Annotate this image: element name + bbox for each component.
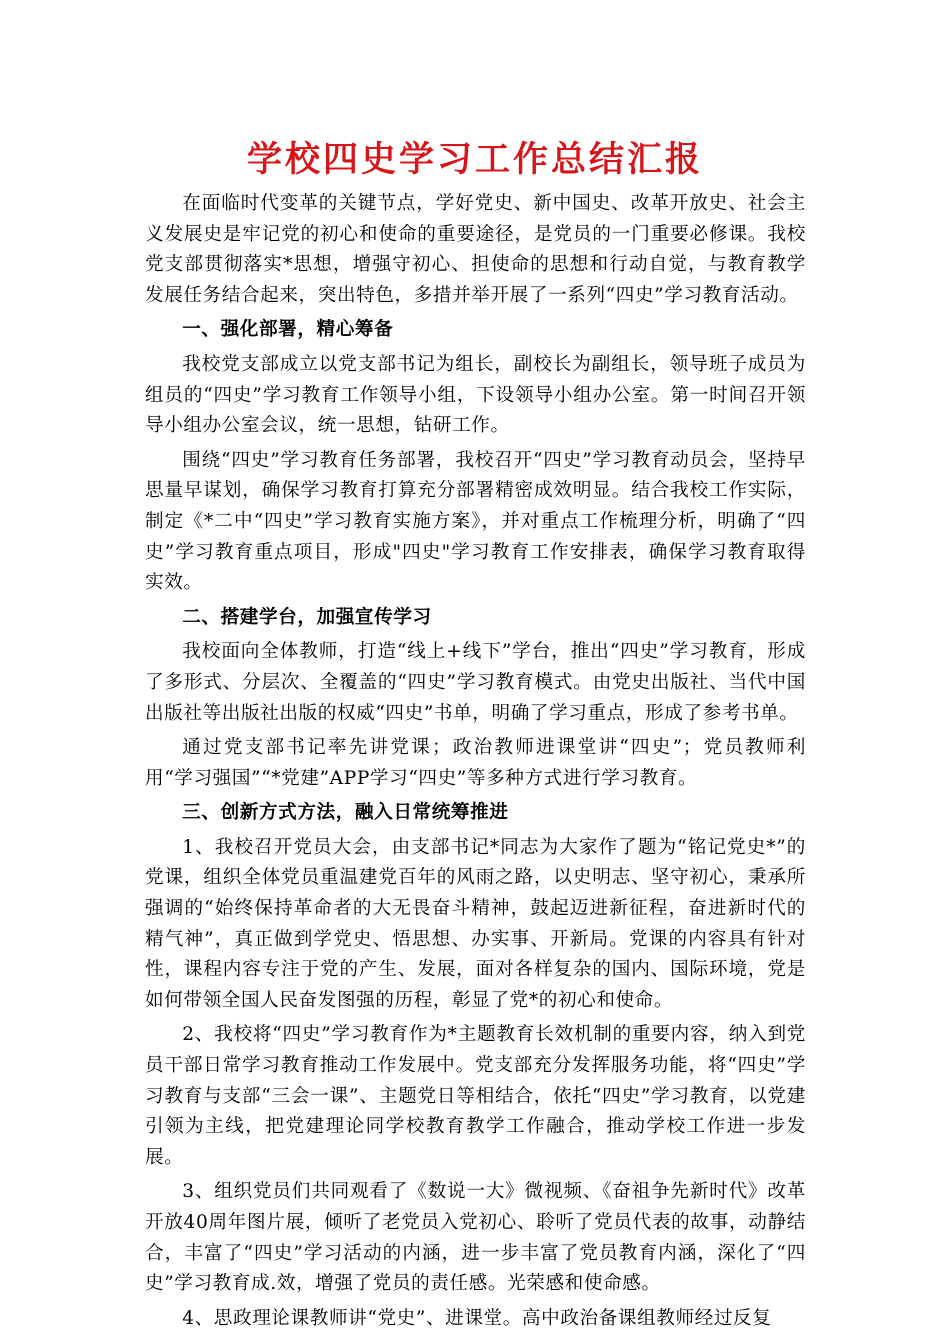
section-heading-2: 二、搭建学台，加强宣传学习 xyxy=(182,606,432,628)
section-3-item-1: 1、我校召开党员大会，由支部书记*同志为大家作了题为“铭记党史*”的党课，组织全体党员重温建党百年的风雨之路，以史明志、坚守初心，秉承所强调的“始终保持革命者的大无畏奋斗精神，鼓起迈进新征程，奋进新时代的精气神”，真正做到学党史、悟思想、办实事、开新局。党课的内容具有针对性，课程内容专注于党的产生、发展，面对各样复杂的国内、国际环境，党是如何带领全国人民奋发图强的历程，彰显了党*的初心和使命。 xyxy=(145,836,806,1011)
section-3-item-2: 2、我校将“四史”学习教育作为*主题教育长效机制的重要内容，纳入到党员干部日常学习教育推动工作发展中。党支部充分发挥服务功能，将“四史”学习教育与支部“三会一课”、主题党日等相结合，依托“四史”学习教育，以党建引领为主线，把党建理论同学校教育教学工作融合，推动学校工作进一步发展。 xyxy=(145,1024,806,1168)
intro-paragraph: 在面临时代变革的关键节点，学好党史、新中国史、改革开放史、社会主义发展史是牢记党的初心和使命的重要途径，是党员的一门重要必修课。我校党支部贯彻落实*思想，增强守初心、担使命的思想和行动自觉，与教育教学发展任务结合起来，突出特色，多措并举开展了一系列“四史”学习教育活动。 xyxy=(145,193,806,306)
section-2-paragraph-1: 我校面向全体教师，打造“线上+线下”学台，推出“四史”学习教育，形成了多形式、分层次、全覆盖的“四史”学习教育模式。由党史出版社、当代中国出版社等出版社出版的权威“四史”书单，明确了学习重点，形成了参考书单。 xyxy=(145,641,806,724)
section-1-paragraph-1: 我校党支部成立以党支部书记为组长，副校长为副组长，领导班子成员为组员的“四史”学习教育工作领导小组，下设领导小组办公室。第一时间召开领导小组办公室会议，统一思想，钻研工作。 xyxy=(145,353,806,437)
section-heading-3: 三、创新方式方法，融入日常统筹推进 xyxy=(182,802,509,824)
document-title: 学校四史学习工作总结汇报 xyxy=(246,139,703,180)
section-1-paragraph-2: 围绕“四史”学习教育任务部署，我校召开“四史”学习教育动员会，坚持早思量早谋划，确保学习教育打算充分部署精密成效明显。结合我校工作实际，制定《*二中“四史”学习教育实施方案》，并对重点工作梳理分析，明确了“四史”学习教育重点项目，形成"四史"学习教育工作安排表，确保学习教育取得实效。 xyxy=(145,449,806,594)
section-3-item-3: 3、组织党员们共同观看了《数说一大》微视频、《奋祖争先新时代》改革开放40周年图片展，倾听了老党员入党初心、聆听了党员代表的故事，动静结合，丰富了“四史”学习活动的内涵，进一步丰富了党员教育内涵，深化了“四史”学习教育成.效，增强了党员的责任感。光荣感和使命感。 xyxy=(145,1181,806,1295)
section-heading-1: 一、强化部署，精心筹备 xyxy=(182,319,394,341)
section-3-item-4: 4、思政理论课教师讲“党史”、进课堂。高中政治备课组教师经过反复 xyxy=(182,1307,772,1329)
section-2-paragraph-2: 通过党支部书记率先讲党课；政治教师进课堂讲“四史”；党员教师利用“学习强国”“*党建”APP学习“四史”等多种方式进行学习教育。 xyxy=(145,737,806,789)
document-body xyxy=(145,189,806,1338)
